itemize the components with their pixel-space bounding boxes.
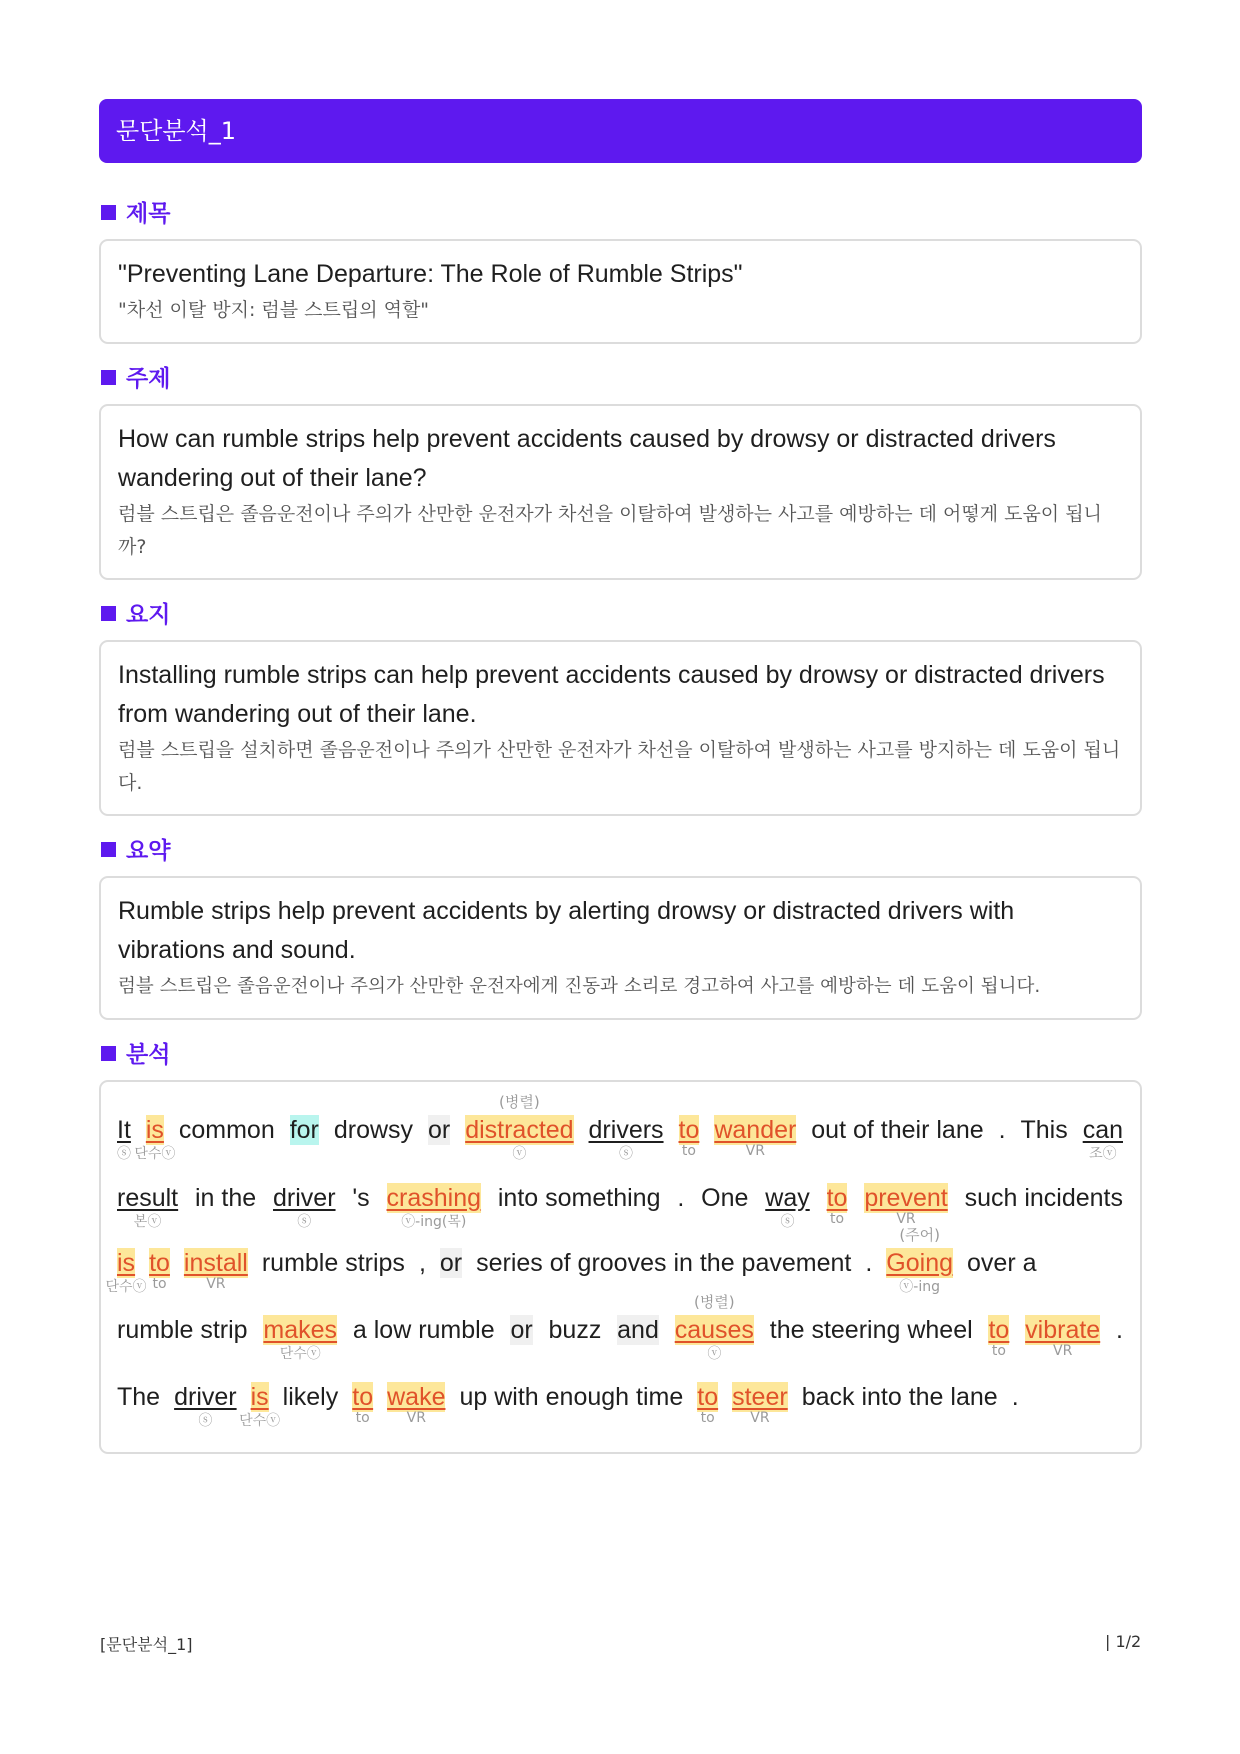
footer-page-number: | 1/2 <box>1105 1632 1142 1651</box>
section-label-gist: 요지 <box>101 596 170 629</box>
analysis-word: prevent <box>864 1184 948 1212</box>
analysis-word: a low rumble <box>352 1316 495 1344</box>
summary-en: Rumble strips help prevent accidents by alerting drowsy or distracted drivers with vibrations and sound. <box>118 897 1015 964</box>
analysis-word: up with enough time <box>459 1383 684 1411</box>
analysis-word: way <box>765 1184 810 1212</box>
analysis-line <box>117 1293 1123 1362</box>
grammar-tag: to <box>830 1211 845 1227</box>
analysis-word: makes <box>263 1316 338 1344</box>
analysis-word: is <box>117 1249 136 1277</box>
analysis-word: causes <box>674 1316 754 1344</box>
analysis-word: and <box>617 1316 659 1344</box>
analysis-word: likely <box>282 1383 339 1411</box>
analysis-word: to <box>352 1383 374 1411</box>
grammar-tag: 단수ⓥ <box>134 1146 176 1162</box>
analysis-word: the steering wheel <box>769 1316 973 1344</box>
analysis-word: in the <box>194 1184 257 1212</box>
footer-doc-label: [문단분석_1] <box>100 1635 193 1654</box>
grammar-tag: VR <box>1053 1343 1073 1359</box>
grammar-tag: to <box>681 1143 696 1159</box>
analysis-word: drivers <box>588 1116 664 1144</box>
analysis-word: wander <box>714 1116 797 1144</box>
analysis-word: out of their lane <box>811 1116 984 1144</box>
grammar-tag: ⓥ <box>707 1346 722 1362</box>
grammar-note: (병렬) <box>499 1093 540 1111</box>
grammar-tag: to <box>355 1410 370 1426</box>
analysis-word: drowsy <box>333 1116 414 1144</box>
summary-box <box>99 876 1142 1020</box>
analysis-word: . <box>998 1116 1006 1144</box>
analysis-word: , <box>418 1249 426 1277</box>
topic-en: How can rumble strips help prevent accidents caused by drowsy or distracted drivers wandering out of their lane? <box>118 425 1056 492</box>
analysis-word: steer <box>732 1383 788 1411</box>
section-label-summary: 요약 <box>101 832 170 865</box>
square-bullet-icon <box>101 205 116 220</box>
analysis-word: is <box>250 1383 269 1411</box>
analysis-word: to <box>697 1383 719 1411</box>
analysis-word: 's <box>352 1184 370 1212</box>
analysis-word: common <box>178 1116 275 1144</box>
analysis-word: result <box>117 1184 179 1212</box>
analysis-word: vibrate <box>1025 1316 1101 1344</box>
gist-ko: 럼블 스트립을 설치하면 졸음운전이나 주의가 산만한 운전자가 차선을 이탈하여 발생하는 사고를 방지하는 데 도움이 됩니다. <box>118 739 1121 794</box>
grammar-tag: VR <box>745 1143 765 1159</box>
title-ko: "차선 이탈 방지: 럼블 스트립의 역할" <box>118 299 430 321</box>
grammar-tag: VR <box>896 1211 916 1227</box>
page-header-bar <box>99 99 1142 163</box>
analysis-word: is <box>145 1116 164 1144</box>
analysis-word: or <box>510 1316 533 1344</box>
grammar-tag: 단수ⓥ <box>105 1279 147 1295</box>
analysis-word: to <box>826 1184 848 1212</box>
analysis-word: rumble strip <box>117 1316 248 1344</box>
grammar-tag: 본ⓥ <box>133 1214 162 1230</box>
topic-ko: 럼블 스트립은 졸음운전이나 주의가 산만한 운전자가 차선을 이탈하여 발생하는 사고를 예방하는 데 어떻게 도움이 됩니까? <box>118 503 1102 558</box>
grammar-tag: ⓢ <box>198 1413 213 1429</box>
analysis-word: driver <box>174 1383 237 1411</box>
analysis-line <box>116 1093 1123 1162</box>
analysis-word: rumble strips <box>261 1249 405 1277</box>
analysis-word: distracted <box>465 1116 574 1144</box>
grammar-tag: 조ⓥ <box>1089 1146 1117 1162</box>
analysis-word: buzz <box>548 1316 602 1344</box>
grammar-note: (병렬) <box>693 1293 735 1311</box>
analysis-word: . <box>1011 1383 1019 1411</box>
analysis-line <box>117 1382 1123 1428</box>
analysis-word: . <box>865 1249 873 1277</box>
grammar-tag: ⓥ-ing(목) <box>401 1214 467 1230</box>
analysis-word: install <box>183 1249 248 1277</box>
analysis-word: for <box>289 1116 319 1144</box>
grammar-tag: to <box>152 1276 167 1292</box>
analysis-word: to <box>149 1249 170 1277</box>
page-title: 문단분석_1 <box>116 117 237 145</box>
analysis-line <box>117 1183 1123 1229</box>
square-bullet-icon <box>101 842 116 857</box>
analysis-word: crashing <box>386 1184 482 1212</box>
grammar-tag: ⓢ <box>116 1146 131 1162</box>
title-box <box>99 239 1142 344</box>
analysis-word: or <box>439 1249 463 1277</box>
analysis-word: to <box>678 1116 700 1144</box>
grammar-tag: VR <box>750 1410 770 1426</box>
section-label-title: 제목 <box>101 195 170 228</box>
analysis-line <box>105 1226 1123 1295</box>
gist-en: Installing rumble strips can help prevent accidents caused by drowsy or distracted drivers from wandering out of their lane. <box>118 661 1105 728</box>
grammar-tag: ⓢ <box>619 1146 634 1162</box>
square-bullet-icon <box>101 606 116 621</box>
grammar-tag: 단수ⓥ <box>239 1413 281 1429</box>
analysis-word: driver <box>273 1184 336 1212</box>
title-en: "Preventing Lane Departure: The Role of Rumble Strips" <box>118 260 743 288</box>
grammar-tag: ⓥ <box>512 1146 527 1162</box>
analysis-word: to <box>988 1316 1010 1344</box>
grammar-tag: to <box>700 1410 715 1426</box>
grammar-tag: ⓢ <box>780 1214 795 1230</box>
grammar-tag: ⓥ-ing <box>899 1279 940 1295</box>
square-bullet-icon <box>101 1046 116 1061</box>
grammar-tag: VR <box>406 1410 426 1426</box>
analysis-word: such incidents <box>964 1184 1123 1212</box>
topic-box <box>99 404 1142 580</box>
analysis-word: into something <box>497 1184 661 1212</box>
grammar-tag: to <box>991 1343 1006 1359</box>
section-label-topic: 주제 <box>101 360 170 393</box>
analysis-word: The <box>117 1383 161 1411</box>
analysis-word: back into the lane <box>801 1383 998 1411</box>
analysis-word: series of grooves in the pavement <box>476 1249 852 1277</box>
analysis-word: It <box>117 1116 131 1144</box>
analysis-word: over a <box>967 1249 1037 1277</box>
grammar-tag: VR <box>206 1276 226 1292</box>
gist-box <box>99 640 1142 816</box>
analysis-word: wake <box>387 1383 446 1411</box>
grammar-tag: ⓢ <box>297 1214 312 1230</box>
grammar-note: (주어) <box>899 1226 940 1244</box>
summary-ko: 럼블 스트립은 졸음운전이나 주의가 산만한 운전자에게 진동과 소리로 경고하여 사고를 예방하는 데 도움이 됩니다. <box>118 976 1041 997</box>
analysis-word: or <box>428 1116 451 1144</box>
section-label-analysis: 분석 <box>101 1036 170 1069</box>
grammar-tag: 단수ⓥ <box>279 1346 321 1362</box>
analysis-word: This <box>1020 1116 1068 1144</box>
analysis-word: . <box>1116 1316 1123 1344</box>
analysis-word: can <box>1082 1116 1123 1144</box>
analysis-word: One <box>701 1184 749 1212</box>
square-bullet-icon <box>101 370 116 385</box>
analysis-word: . <box>677 1184 685 1212</box>
analysis-word: Going <box>886 1249 954 1277</box>
